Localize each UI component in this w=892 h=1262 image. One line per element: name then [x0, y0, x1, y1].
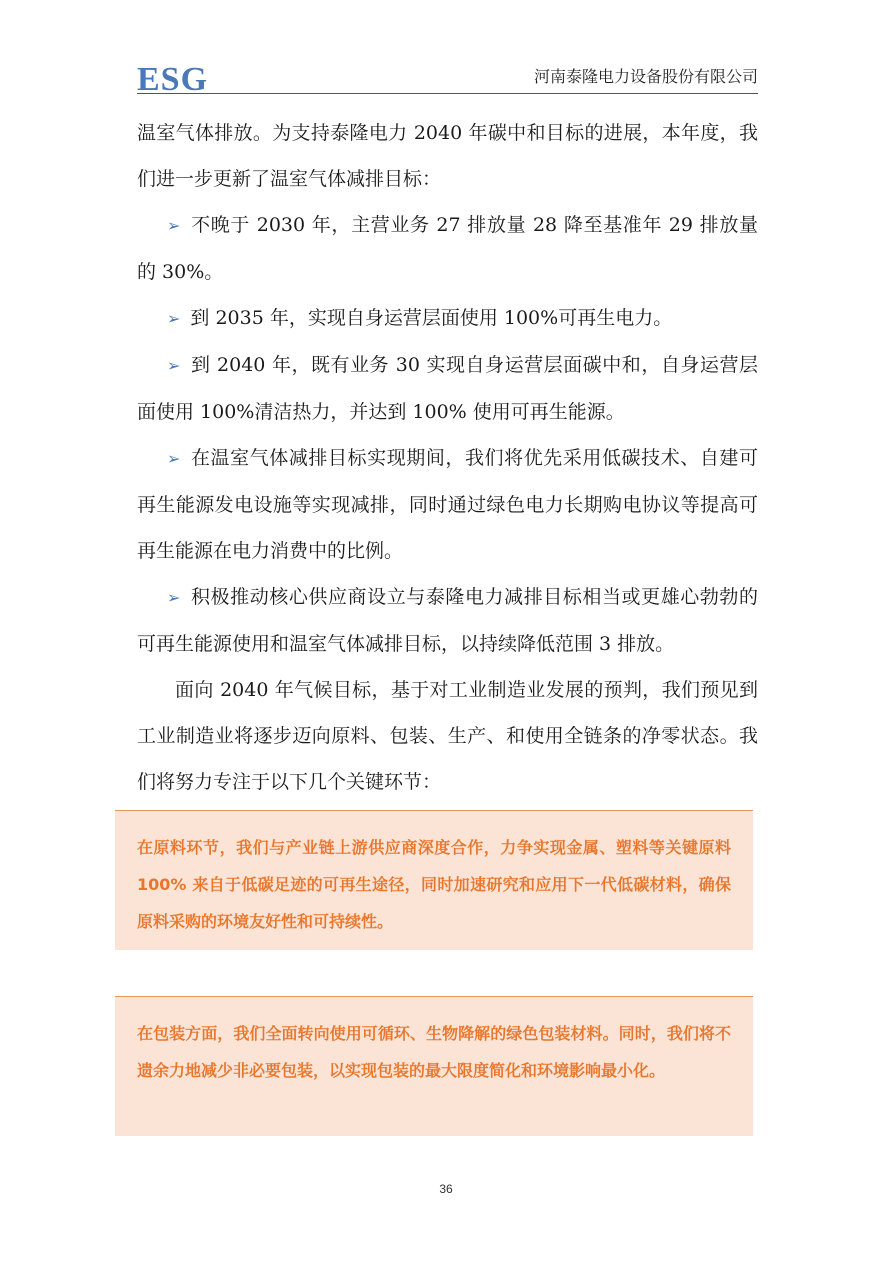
- bullet-text: 积极推动核心供应商设立与泰隆电力减排目标相当或更雄心勃勃的可再生能源使用和温室气体减排目标，以持续降低范围 3 排放。: [137, 586, 758, 655]
- arrow-bullet-icon: ➢: [167, 588, 181, 607]
- arrow-bullet-icon: ➢: [167, 356, 181, 375]
- bullet-item: [137, 435, 758, 574]
- arrow-bullet-icon: ➢: [167, 216, 181, 235]
- bullet-text: 到 2035 年，实现自身运营层面使用 100%可再生电力。: [190, 307, 673, 329]
- bullet-text: 在温室气体减排目标实现期间，我们将优先采用低碳技术、自建可再生能源发电设施等实现减排，同时通过绿色电力长期购电协议等提高可再生能源在电力消费中的比例。: [137, 447, 758, 562]
- arrow-bullet-icon: ➢: [167, 449, 181, 468]
- bullet-text: 到 2040 年，既有业务 30 实现自身运营层面碳中和，自身运营层面使用 100%清洁热力，并达到 100% 使用可再生能源。: [137, 354, 758, 423]
- company-name: 河南泰隆电力设备股份有限公司: [533, 67, 758, 86]
- page-number: 36: [439, 1182, 453, 1196]
- bullet-item: [137, 202, 758, 295]
- callout-text: 在原料环节，我们与产业链上游供应商深度合作，力争实现金属、塑料等关键原料 100% 来自于低碳足迹的可再生途径，同时加速研究和应用下一代低碳材料，确保原料采购的环境友好性和可持续性。: [137, 838, 731, 931]
- callout-box-packaging: [115, 996, 753, 1136]
- arrow-bullet-icon: ➢: [167, 309, 181, 328]
- esg-logo: ESG: [137, 61, 209, 98]
- intro-paragraph: 温室气体排放。为支持泰隆电力 2040 年碳中和目标的进展，本年度，我们进一步更新了温室气体减排目标：: [137, 122, 758, 190]
- bullet-item: [137, 342, 758, 435]
- bullet-text: 不晚于 2030 年，主营业务 27 排放量 28 降至基准年 29 排放量的 30%。: [137, 214, 758, 283]
- callout-box-materials: [115, 810, 753, 950]
- header-divider: [137, 93, 758, 94]
- bullet-item: [137, 295, 758, 342]
- bullet-item: [137, 574, 758, 667]
- main-content: [137, 110, 758, 805]
- outlook-paragraph: 面向 2040 年气候目标，基于对工业制造业发展的预判，我们预见到工业制造业将逐步迈向原料、包装、生产、和使用全链条的净零状态。我们将努力专注于以下几个关键环节：: [137, 679, 758, 793]
- callout-text: 在包装方面，我们全面转向使用可循环、生物降解的绿色包装材料。同时，我们将不遗余力地减少非必要包装，以实现包装的最大限度简化和环境影响最小化。: [137, 1024, 731, 1080]
